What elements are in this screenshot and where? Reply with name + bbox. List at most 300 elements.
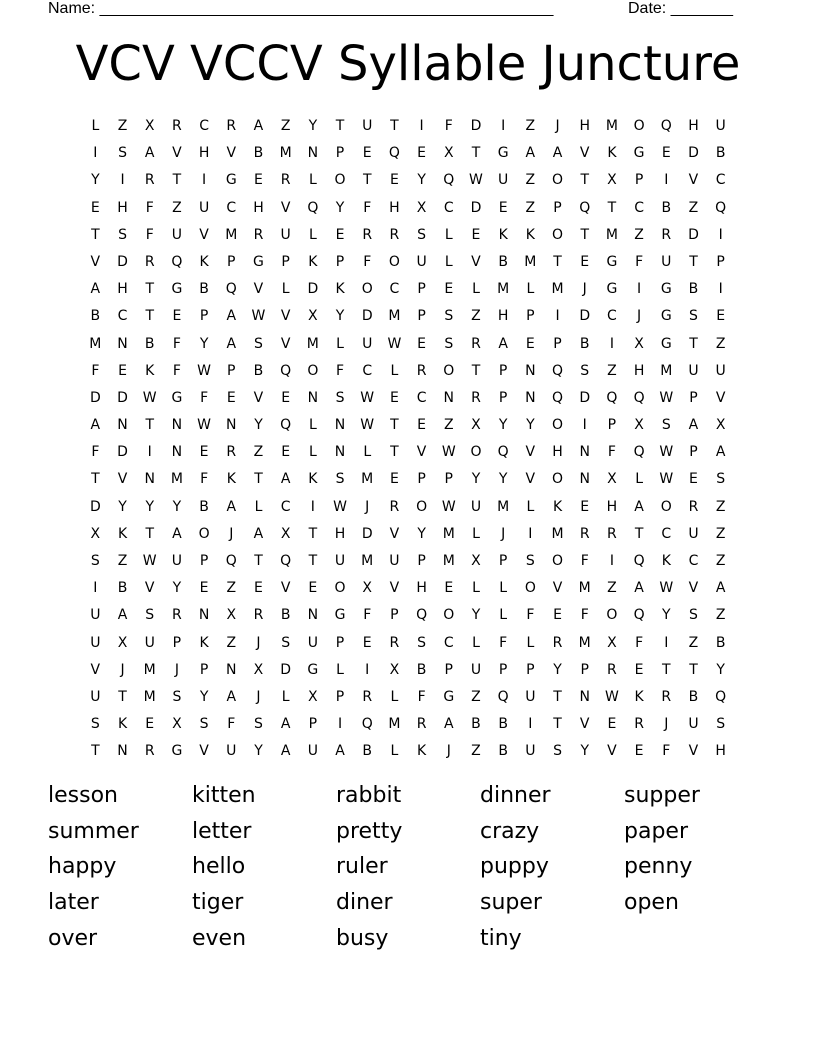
grid-cell: U xyxy=(688,716,700,733)
grid-cell: T xyxy=(634,525,644,542)
grid-cell: N xyxy=(525,362,537,379)
grid-cell: U xyxy=(525,688,536,705)
grid-cell: Q xyxy=(633,607,646,624)
grid-cell: O xyxy=(552,553,564,569)
grid-cell: C xyxy=(199,118,210,134)
grid-cell: E xyxy=(199,444,210,461)
grid-cell: Q xyxy=(715,199,727,216)
grid-cell: V xyxy=(172,145,183,162)
grid-cell: M xyxy=(551,525,565,542)
word-list-item: lesson xyxy=(48,783,118,808)
grid-cell: R xyxy=(253,607,264,624)
grid-cell: L xyxy=(390,688,399,705)
date-field: Date: _______ xyxy=(628,0,733,17)
grid-cell: L xyxy=(472,634,481,651)
grid-cell: Q xyxy=(443,172,455,189)
grid-cell: E xyxy=(389,471,400,488)
grid-cell: G xyxy=(660,281,673,298)
grid-cell: P xyxy=(199,553,209,569)
grid-cell: N xyxy=(579,688,591,705)
grid-cell: D xyxy=(89,389,102,406)
grid-cell: G xyxy=(606,281,618,298)
grid-cell: K xyxy=(498,226,509,243)
grid-cell: Z xyxy=(117,553,128,569)
grid-cell: B xyxy=(715,145,726,162)
word-search-grid xyxy=(82,113,735,766)
grid-cell: E xyxy=(199,580,210,597)
grid-cell: N xyxy=(226,661,238,678)
grid-cell: V xyxy=(253,281,264,298)
grid-row xyxy=(82,738,735,765)
grid-cell: Y xyxy=(118,498,128,515)
grid-cell: F xyxy=(227,716,236,733)
grid-cell: O xyxy=(361,281,374,298)
grid-cell: Z xyxy=(715,553,726,569)
grid-cell: N xyxy=(171,444,183,461)
grid-cell: E xyxy=(281,389,291,406)
grid-cell: H xyxy=(198,145,210,162)
grid-cell: M xyxy=(605,118,619,134)
grid-cell: I xyxy=(365,661,370,678)
grid-cell: R xyxy=(172,607,183,624)
grid-cell: K xyxy=(199,634,210,651)
grid-cell: I xyxy=(664,172,669,189)
grid-cell: D xyxy=(117,389,129,406)
grid-cell: Y xyxy=(172,498,182,515)
grid-cell: C xyxy=(416,389,427,406)
grid-cell: Q xyxy=(633,389,646,406)
grid-cell: C xyxy=(443,199,455,216)
grid-cell: R xyxy=(144,743,156,760)
grid-cell: T xyxy=(662,661,672,678)
word-list-item: dinner xyxy=(480,783,551,808)
grid-cell: Y xyxy=(471,607,481,624)
grid-cell: A xyxy=(443,716,455,733)
grid-cell: U xyxy=(90,607,101,624)
grid-cell: T xyxy=(607,199,617,216)
grid-cell: V xyxy=(90,661,101,678)
grid-cell: Q xyxy=(171,253,183,270)
grid-cell: W xyxy=(659,471,674,488)
grid-cell: L xyxy=(336,335,345,352)
grid-row xyxy=(82,466,735,493)
grid-cell: L xyxy=(336,661,345,678)
grid-cell: I xyxy=(718,281,724,298)
grid-cell: T xyxy=(172,172,182,189)
grid-cell: Z xyxy=(715,498,726,515)
grid-cell: P xyxy=(227,253,236,270)
grid-cell: E xyxy=(389,389,400,406)
grid-cell: N xyxy=(171,417,183,434)
grid-cell: V xyxy=(389,525,400,542)
word-list-item: rabbit xyxy=(336,783,402,808)
grid-cell: Y xyxy=(580,743,590,760)
grid-cell: S xyxy=(553,743,563,760)
grid-cell: R xyxy=(416,362,427,379)
grid-cell: D xyxy=(470,199,482,216)
grid-cell: Y xyxy=(553,661,563,678)
grid-cell: M xyxy=(225,226,238,243)
grid-row xyxy=(82,113,735,140)
grid-cell: X xyxy=(308,688,319,705)
grid-cell: W xyxy=(659,444,674,461)
grid-cell: V xyxy=(688,172,699,189)
grid-cell: M xyxy=(578,634,592,651)
grid-cell: L xyxy=(526,281,535,298)
grid-cell: U xyxy=(362,335,373,352)
grid-cell: X xyxy=(443,145,455,162)
grid-cell: F xyxy=(580,553,590,569)
grid-cell: B xyxy=(199,498,210,515)
grid-cell: N xyxy=(334,444,346,461)
grid-cell: T xyxy=(91,743,101,760)
grid-cell: B xyxy=(688,688,699,705)
grid-cell: Z xyxy=(471,688,482,705)
grid-cell: U xyxy=(715,362,727,379)
grid-cell: A xyxy=(498,335,509,352)
grid-cell: D xyxy=(117,253,129,270)
grid-cell: S xyxy=(525,553,536,569)
grid-cell: F xyxy=(607,444,617,461)
grid-cell: R xyxy=(362,688,373,705)
grid-cell: T xyxy=(689,253,699,270)
word-list-item: kitten xyxy=(192,783,256,808)
grid-cell: E xyxy=(580,253,590,270)
grid-cell: K xyxy=(335,281,346,298)
grid-cell: J xyxy=(664,716,669,733)
grid-cell: S xyxy=(118,145,128,162)
grid-cell: P xyxy=(417,281,427,298)
word-list-row xyxy=(48,778,768,814)
grid-cell: T xyxy=(335,118,345,134)
grid-cell: C xyxy=(117,308,128,325)
grid-cell: A xyxy=(90,281,101,298)
grid-cell: L xyxy=(526,634,535,651)
grid-cell: B xyxy=(715,634,726,651)
grid-cell: P xyxy=(308,716,318,733)
grid-cell: O xyxy=(334,172,347,189)
grid-cell: U xyxy=(226,743,237,760)
word-list-item: penny xyxy=(624,854,693,880)
grid-row xyxy=(82,222,735,249)
grid-cell: T xyxy=(145,417,155,434)
grid-cell: E xyxy=(417,335,427,352)
grid-cell: G xyxy=(633,145,646,162)
grid-cell: R xyxy=(172,118,183,134)
grid-cell: S xyxy=(335,389,345,406)
grid-cell: H xyxy=(389,199,401,216)
grid-cell: T xyxy=(91,226,101,243)
grid-cell: W xyxy=(441,498,457,515)
grid-cell: T xyxy=(118,688,128,705)
grid-row xyxy=(82,575,735,602)
grid-cell: Q xyxy=(388,145,401,162)
grid-cell: W xyxy=(333,498,348,515)
grid-cell: L xyxy=(308,444,318,461)
grid-cell: R xyxy=(144,172,156,189)
grid-cell: B xyxy=(498,253,509,270)
grid-cell: P xyxy=(335,688,345,705)
grid-cell: C xyxy=(389,281,400,298)
grid-cell: F xyxy=(172,335,182,352)
grid-cell: E xyxy=(145,716,155,733)
grid-cell: G xyxy=(225,172,238,189)
grid-cell: R xyxy=(579,525,591,542)
grid-cell: M xyxy=(388,308,401,325)
grid-cell: C xyxy=(443,634,455,651)
grid-cell: A xyxy=(634,580,645,597)
grid-cell: S xyxy=(661,417,672,434)
grid-cell: V xyxy=(416,444,427,461)
grid-row xyxy=(82,249,735,276)
grid-cell: R xyxy=(471,335,482,352)
grid-cell: J xyxy=(365,498,370,515)
grid-cell: L xyxy=(281,281,291,298)
grid-cell: J xyxy=(501,525,506,542)
grid-row xyxy=(82,684,735,711)
name-field: Name: ___________________________________________________ xyxy=(48,0,554,17)
grid-cell: Y xyxy=(662,607,672,624)
grid-cell: O xyxy=(552,471,564,488)
grid-cell: N xyxy=(198,607,210,624)
grid-cell: A xyxy=(144,145,155,162)
grid-cell: U xyxy=(144,634,156,651)
grid-cell: V xyxy=(280,335,291,352)
grid-row xyxy=(82,358,735,385)
grid-cell: K xyxy=(607,145,617,162)
grid-cell: S xyxy=(716,471,726,488)
grid-cell: V xyxy=(389,580,400,597)
grid-cell: A xyxy=(117,607,128,624)
grid-cell: S xyxy=(444,308,454,325)
grid-cell: Y xyxy=(471,471,481,488)
grid-cell: V xyxy=(280,580,291,597)
grid-cell: U xyxy=(525,743,536,760)
grid-cell: P xyxy=(444,471,454,488)
grid-cell: J xyxy=(256,688,262,705)
grid-cell: Y xyxy=(417,525,427,542)
grid-cell: T xyxy=(553,253,563,270)
grid-cell: U xyxy=(470,498,482,515)
grid-cell: E xyxy=(634,743,645,760)
grid-cell: G xyxy=(171,389,183,406)
grid-cell: R xyxy=(226,118,237,134)
grid-cell: M xyxy=(306,335,320,352)
grid-cell: C xyxy=(661,525,672,542)
grid-cell: M xyxy=(361,553,374,569)
grid-cell: U xyxy=(498,172,509,189)
grid-cell: L xyxy=(444,253,454,270)
grid-cell: N xyxy=(334,417,346,434)
grid-cell: V xyxy=(525,471,536,488)
grid-cell: P xyxy=(526,661,536,678)
grid-cell: T xyxy=(308,525,318,542)
grid-cell: I xyxy=(501,118,506,134)
grid-cell: Z xyxy=(471,308,482,325)
grid-cell: I xyxy=(555,308,561,325)
grid-cell: K xyxy=(634,688,645,705)
grid-cell: D xyxy=(117,444,129,461)
grid-cell: X xyxy=(634,417,645,434)
grid-cell: Z xyxy=(715,335,726,352)
grid-cell: K xyxy=(117,525,128,542)
grid-cell: A xyxy=(90,417,101,434)
grid-cell: P xyxy=(526,308,536,325)
grid-cell: U xyxy=(334,553,346,569)
grid-cell: F xyxy=(200,471,209,488)
grid-cell: D xyxy=(361,308,374,325)
word-list-row xyxy=(48,849,768,885)
grid-row xyxy=(82,276,735,303)
grid-cell: L xyxy=(472,580,481,597)
word-list-item: over xyxy=(48,925,98,951)
grid-cell: B xyxy=(253,145,264,162)
grid-cell: A xyxy=(335,743,346,760)
grid-cell: G xyxy=(253,253,265,270)
grid-cell: C xyxy=(634,199,645,216)
grid-cell: H xyxy=(334,525,346,542)
grid-cell: I xyxy=(147,444,153,461)
grid-cell: R xyxy=(389,226,400,243)
grid-cell: T xyxy=(145,525,155,542)
grid-cell: M xyxy=(660,362,673,379)
grid-cell: Y xyxy=(254,417,264,434)
grid-cell: P xyxy=(335,145,345,162)
grid-cell: S xyxy=(254,716,264,733)
grid-cell: E xyxy=(172,308,182,325)
grid-cell: Y xyxy=(498,417,508,434)
grid-cell: S xyxy=(90,716,101,733)
grid-cell: J xyxy=(256,634,262,651)
grid-cell: R xyxy=(389,634,400,651)
grid-cell: F xyxy=(91,444,100,461)
grid-cell: U xyxy=(307,634,319,651)
grid-cell: D xyxy=(470,118,482,134)
word-list-item: busy xyxy=(336,925,389,951)
word-list-item: summer xyxy=(48,818,139,844)
grid-cell: M xyxy=(442,553,456,569)
grid-cell: F xyxy=(145,226,155,243)
grid-cell: W xyxy=(387,335,402,352)
grid-cell: P xyxy=(498,362,508,379)
grid-cell: A xyxy=(634,498,645,515)
word-list-item: later xyxy=(48,890,99,916)
word-list-item: ruler xyxy=(336,854,388,880)
grid-cell: F xyxy=(363,253,372,270)
grid-cell: X xyxy=(715,417,726,434)
grid-cell: U xyxy=(307,743,319,760)
grid-cell: D xyxy=(361,525,374,542)
grid-cell: Y xyxy=(498,471,508,488)
grid-cell: U xyxy=(90,634,101,651)
grid-cell: V xyxy=(144,580,155,597)
grid-cell: O xyxy=(524,580,537,597)
grid-cell: V xyxy=(579,716,590,733)
grid-cell: H xyxy=(497,308,509,325)
word-list-item: diner xyxy=(336,890,393,916)
grid-cell: X xyxy=(226,607,237,624)
grid-cell: P xyxy=(634,172,644,189)
grid-cell: M xyxy=(605,226,619,243)
grid-cell: C xyxy=(280,498,292,515)
grid-cell: Y xyxy=(172,580,182,597)
grid-cell: B xyxy=(471,716,482,733)
grid-cell: T xyxy=(254,553,264,569)
grid-cell: K xyxy=(145,362,155,379)
grid-cell: C xyxy=(688,553,699,569)
grid-cell: T xyxy=(689,335,699,352)
grid-cell: E xyxy=(118,362,128,379)
grid-cell: V xyxy=(199,226,210,243)
grid-cell: H xyxy=(117,199,129,216)
grid-cell: P xyxy=(417,553,427,569)
grid-cell: Z xyxy=(117,118,128,134)
grid-cell: O xyxy=(416,498,428,515)
grid-cell: P xyxy=(335,253,345,270)
grid-cell: A xyxy=(525,145,536,162)
grid-cell: W xyxy=(360,417,375,434)
grid-cell: P xyxy=(716,253,726,270)
grid-cell: M xyxy=(551,281,565,298)
grid-cell: T xyxy=(553,688,563,705)
grid-row xyxy=(82,303,735,330)
grid-cell: S xyxy=(444,335,454,352)
grid-cell: N xyxy=(307,389,319,406)
grid-cell: M xyxy=(497,498,510,515)
grid-cell: G xyxy=(660,308,673,325)
grid-cell: R xyxy=(634,716,645,733)
grid-cell: Z xyxy=(715,525,726,542)
grid-cell: N xyxy=(443,389,455,406)
grid-cell: N xyxy=(117,417,129,434)
grid-cell: X xyxy=(117,634,128,651)
grid-cell: A xyxy=(226,498,237,515)
grid-cell: D xyxy=(579,308,591,325)
grid-cell: I xyxy=(337,716,343,733)
grid-cell: E xyxy=(417,417,427,434)
grid-cell: U xyxy=(389,553,401,569)
grid-cell: I xyxy=(310,498,316,515)
grid-cell: U xyxy=(90,688,101,705)
grid-cell: L xyxy=(363,444,372,461)
grid-cell: V xyxy=(280,199,291,216)
grid-cell: G xyxy=(171,281,183,298)
grid-cell: Q xyxy=(552,362,564,379)
grid-cell: E xyxy=(553,607,563,624)
grid-cell: C xyxy=(715,172,727,189)
grid-row xyxy=(82,439,735,466)
grid-row xyxy=(82,630,735,657)
grid-cell: C xyxy=(607,308,618,325)
grid-cell: S xyxy=(580,362,590,379)
grid-cell: Q xyxy=(715,688,727,705)
grid-cell: E xyxy=(254,580,264,597)
grid-cell: Q xyxy=(280,553,292,569)
grid-cell: U xyxy=(661,253,672,270)
grid-cell: E xyxy=(580,498,590,515)
grid-cell: Z xyxy=(607,362,618,379)
grid-cell: T xyxy=(308,553,318,569)
grid-cell: B xyxy=(144,335,156,352)
grid-cell: J xyxy=(229,525,234,542)
grid-cell: U xyxy=(688,362,700,379)
grid-cell: B xyxy=(117,580,128,597)
grid-cell: V xyxy=(117,471,128,488)
grid-cell: E xyxy=(661,145,672,162)
grid-cell: V xyxy=(688,743,699,760)
grid-cell: X xyxy=(253,661,264,678)
grid-cell: P xyxy=(553,335,563,352)
